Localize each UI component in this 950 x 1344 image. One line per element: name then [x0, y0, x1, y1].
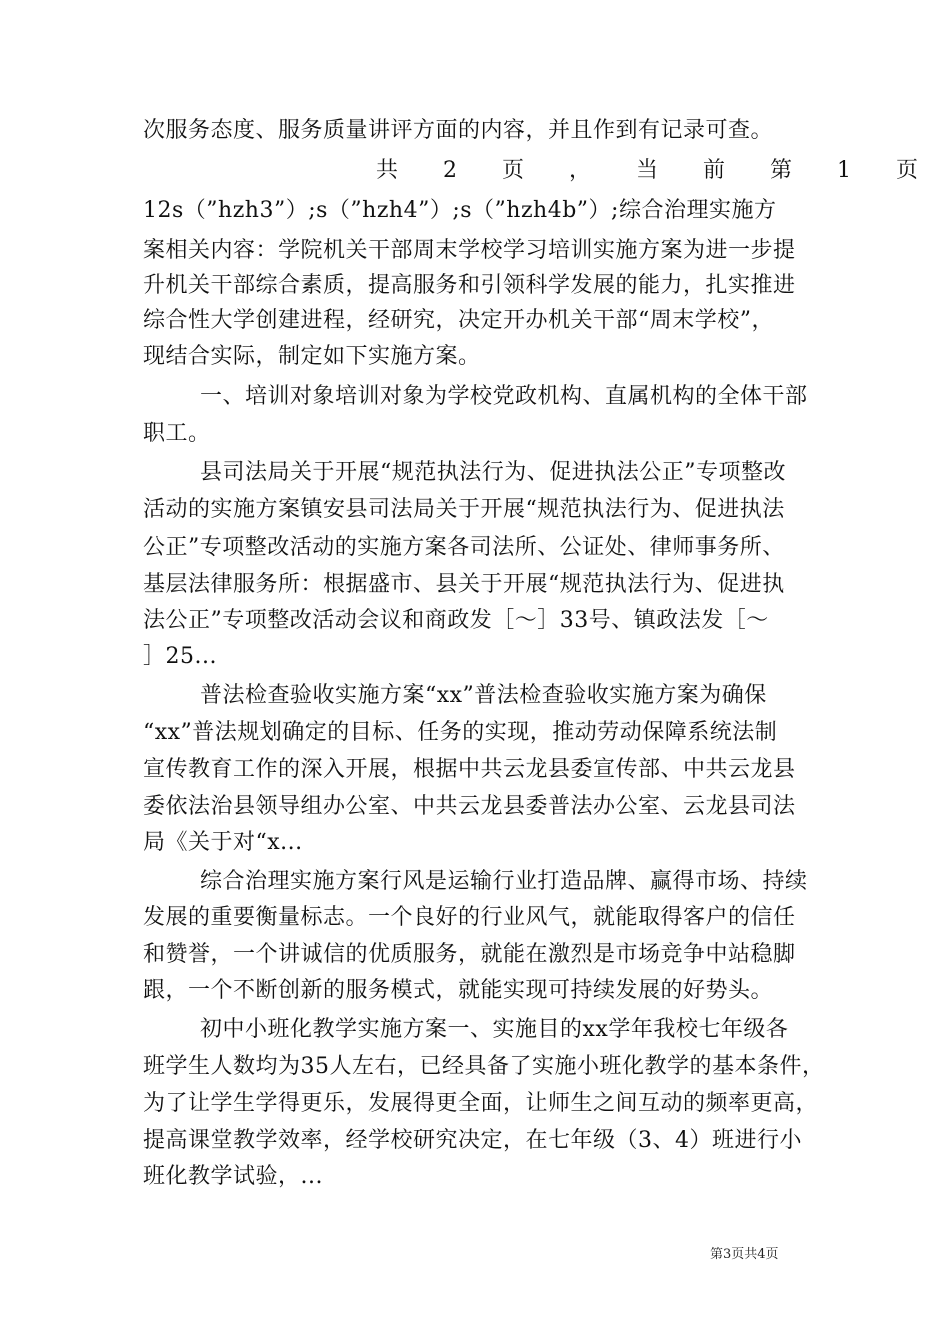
- text-line: 公正”专项整改活动的实施方案各司法所、公证处、律师事务所、: [143, 535, 785, 560]
- text-line: 案相关内容：学院机关干部周末学校学习培训实施方案为进一步提: [143, 238, 796, 263]
- text-line: 12s（”hzh3”）;s（”hzh4”）;s（”hzh4b”）;综合治理实施方: [143, 198, 777, 223]
- paragraph-start: 普法检查验收实施方案“xx”普法检查验收实施方案为确保: [200, 683, 767, 708]
- text-line: 升机关干部综合素质，提高服务和引领科学发展的能力，扎实推进: [143, 273, 796, 298]
- page-number-footer: 第3页共4页: [710, 1247, 779, 1262]
- paragraph-start: 一、培训对象培训对象为学校党政机构、直属机构的全体干部: [200, 384, 808, 409]
- text-line: 局《关于对“x...: [143, 830, 303, 855]
- text-line: 综合性大学创建进程，经研究，决定开办机关干部“周末学校”，: [143, 308, 774, 333]
- text-line: 跟，一个不断创新的服务模式，就能实现可持续发展的好势头。: [143, 978, 774, 1003]
- text-line: 班学生人数均为35人左右，已经具备了实施小班化教学的基本条件，: [143, 1054, 825, 1079]
- paragraph-start: 综合治理实施方案行风是运输行业打造品牌、赢得市场、持续: [200, 869, 808, 894]
- text-line: 提高课堂教学效率，经学校研究决定，在七年级（3、4）班进行小: [143, 1128, 802, 1153]
- text-line: 宣传教育工作的深入开展，根据中共云龙县委宣传部、中共云龙县: [143, 757, 796, 782]
- text-line: 班化教学试验，...: [143, 1164, 323, 1189]
- text-line: 委依法治县领导组办公室、中共云龙县委普法办公室、云龙县司法: [143, 794, 796, 819]
- text-line: 活动的实施方案镇安县司法局关于开展“规范执法行为、促进执法: [143, 497, 785, 522]
- text-line: 为了让学生学得更乐，发展得更全面，让师生之间互动的频率更高，: [143, 1091, 819, 1116]
- text-line: 现结合实际，制定如下实施方案。: [143, 344, 481, 369]
- paragraph-start: 县司法局关于开展“规范执法行为、促进执法公正”专项整改: [200, 460, 786, 485]
- text-line: 次服务态度、服务质量讲评方面的内容，并且作到有记录可查。: [143, 118, 774, 143]
- text-line: 和赞誉，一个讲诚信的优质服务，就能在激烈是市场竞争中站稳脚: [143, 942, 796, 967]
- text-line: 职工。: [143, 421, 211, 446]
- text-line: 法公正”专项整改活动会议和商政发［～］33号、镇政法发［～: [143, 608, 769, 633]
- text-line: ］25...: [143, 644, 217, 669]
- paragraph-start: 初中小班化教学实施方案一、实施目的xx学年我校七年级各: [200, 1017, 789, 1042]
- text-line: “xx”普法规划确定的目标、任务的实现，推动劳动保障系统法制: [143, 720, 778, 745]
- text-line: 基层法律服务所：根据盛市、县关于开展“规范执法行为、促进执: [143, 572, 785, 597]
- text-line: 发展的重要衡量标志。一个良好的行业风气，就能取得客户的信任: [143, 905, 796, 930]
- page-counter-line: 共 2 页 ， 当 前 第 1 页: [376, 158, 937, 183]
